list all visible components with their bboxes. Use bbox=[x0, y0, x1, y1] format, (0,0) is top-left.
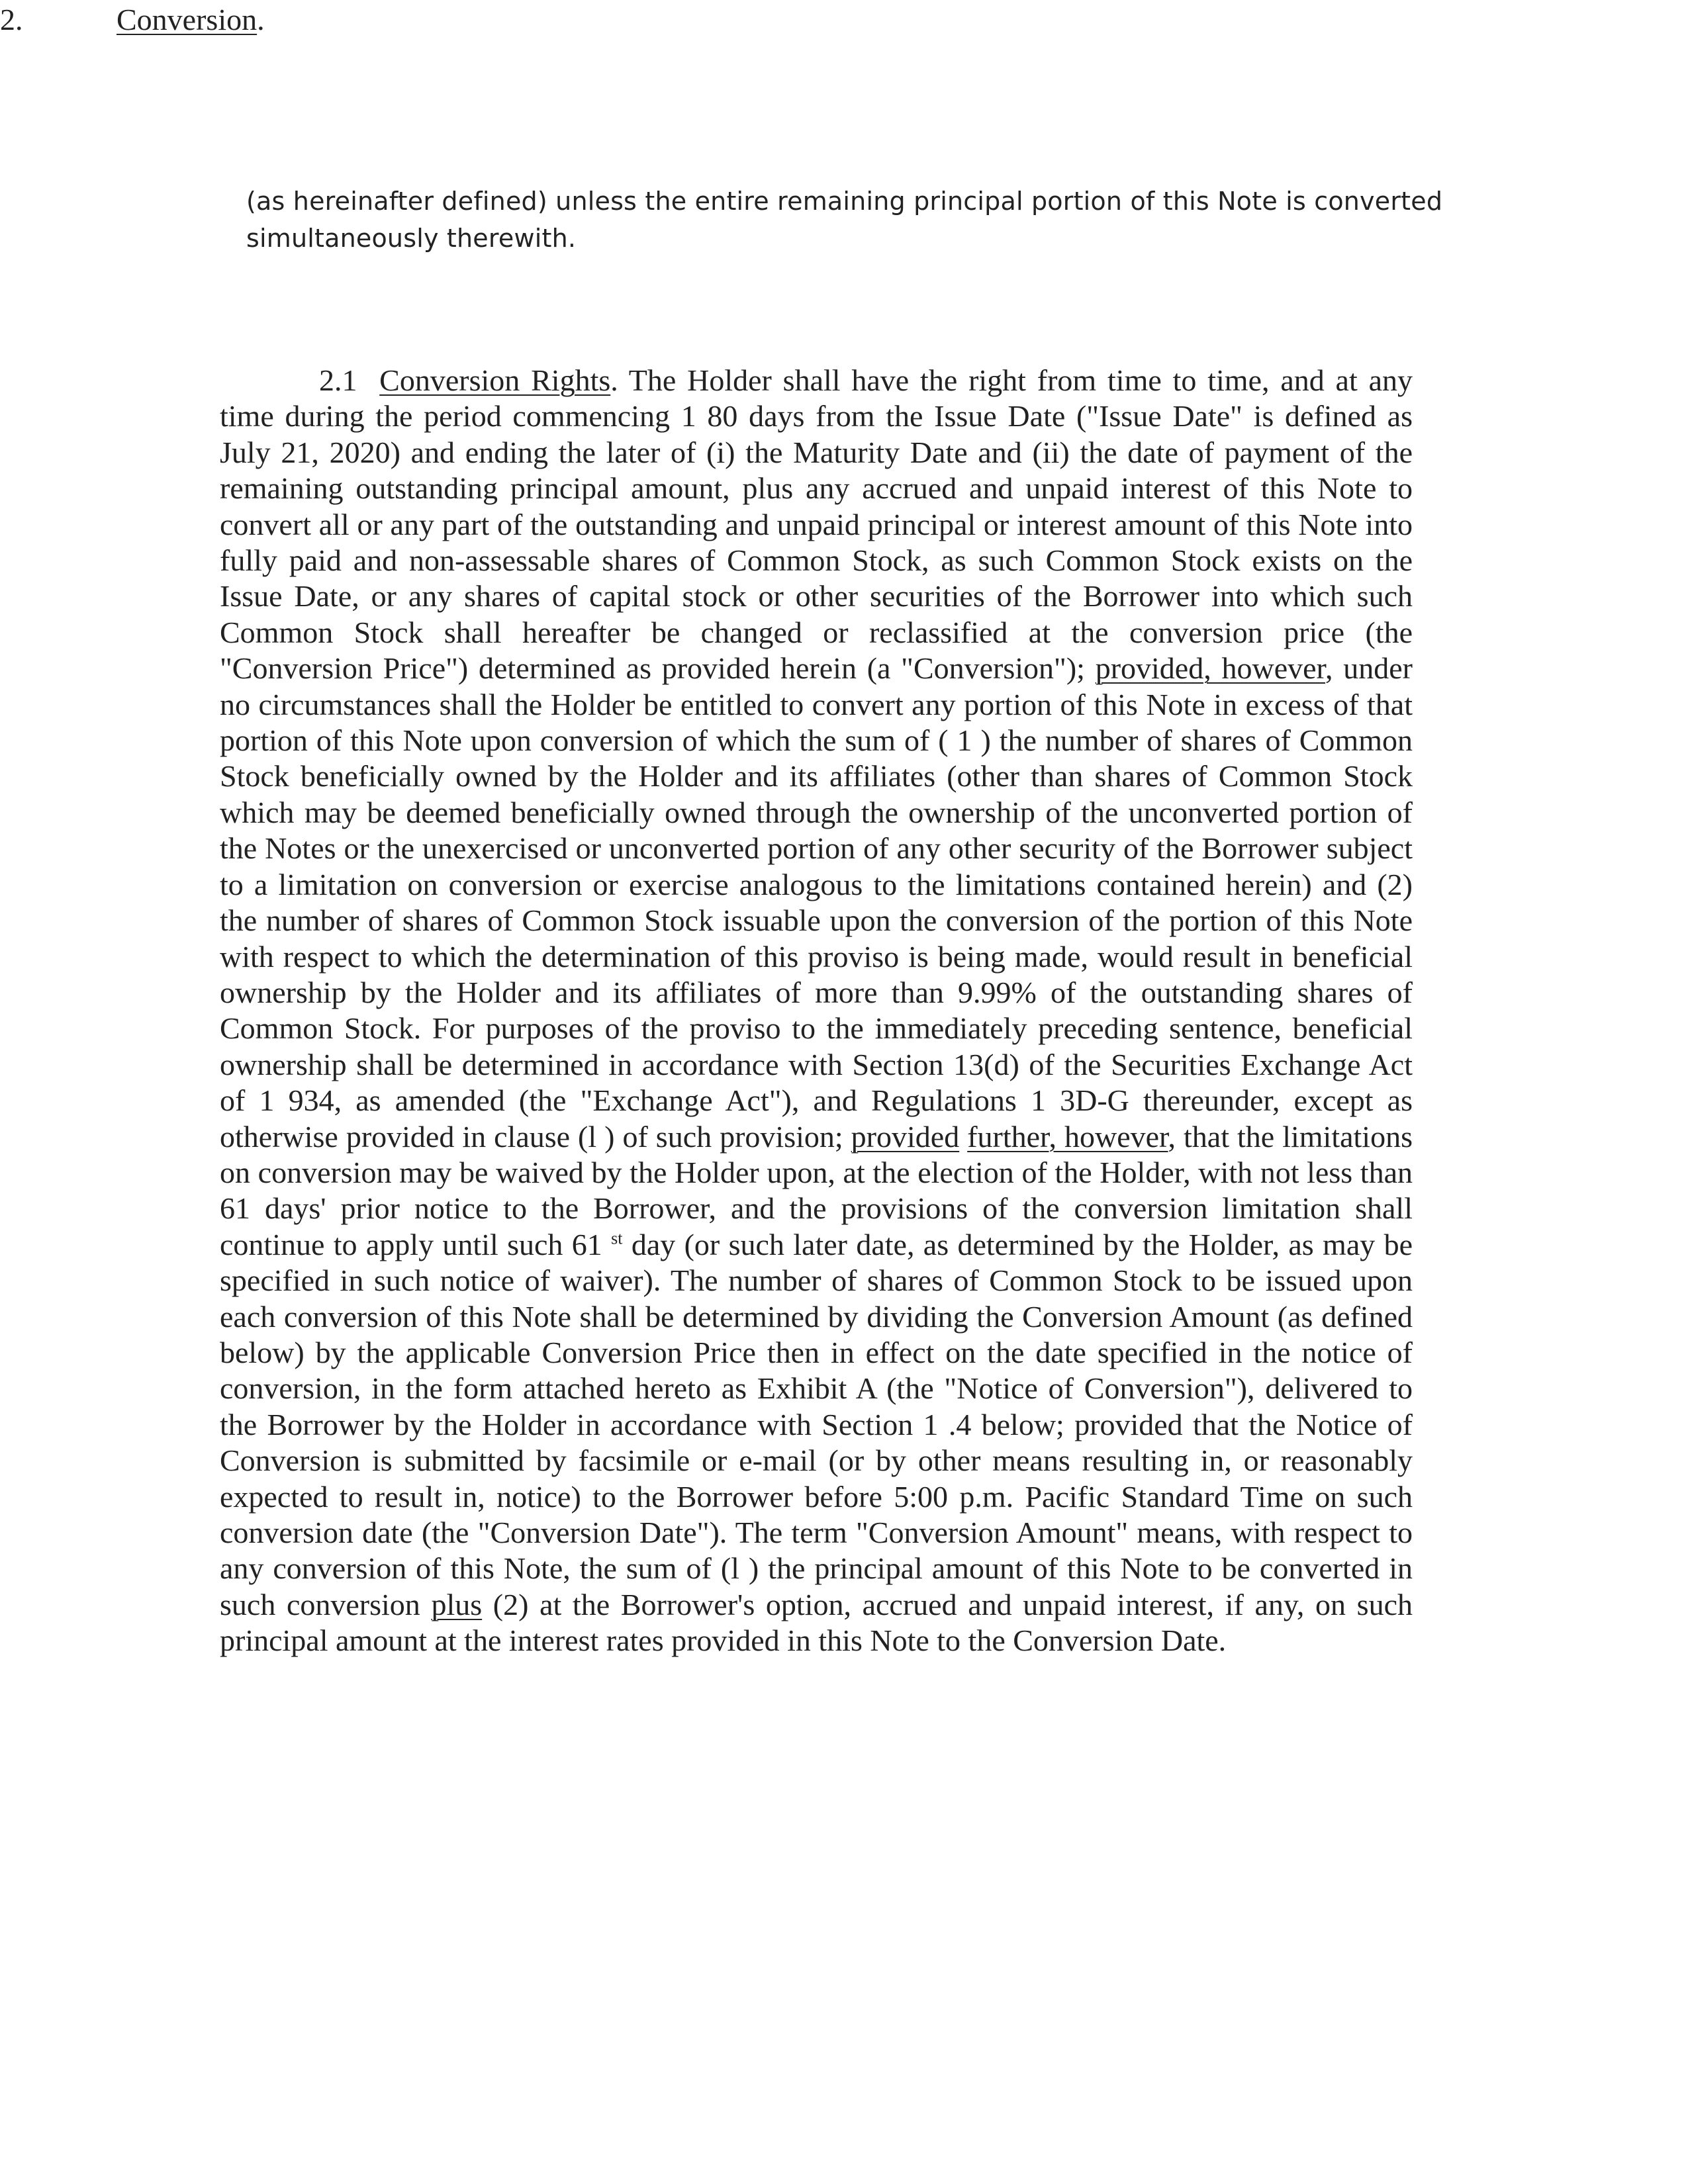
provided-however-term: provided, however bbox=[1095, 651, 1326, 686]
section-heading bbox=[0, 0, 1688, 40]
body-text-tail: (2) at the Borrower's option, accrued and unpaid interest, if any, on such principal amount at the interest rates provided in this Note to the Conversion Date. bbox=[220, 1587, 1413, 1658]
section-title: Conversion bbox=[117, 3, 258, 36]
body-text-mid-3: day (or such later date, as determined by the Holder, as may be specified in such notice of waiver). The number of shares of Common Stock to be issued upon each conversion of this Note shall be determined by dividing the Conversion Amount (as defined below) by the applicable Conversion Price then in effect on the date specified in the notice of conversion, in the form attached hereto as Exhibit A (the "Notice of Conversion"), delivered to the Borrower by the Holder in accordance with Section 1 .4 below; provided that the Notice of Conversion is submitted by facsimile or e-mail (or by other means resulting in, or reasonably expected to result in, notice) to the Borrower before 5:00 p.m. Pacific Standard Time on such conversion date (the "Conversion Date"). The term "Conversion Amount" means, with respect to any conversion of this Note, the sum of (l ) the principal amount of this Note to be converted in such conversion bbox=[220, 1227, 1413, 1621]
ordinal-superscript: st bbox=[611, 1228, 623, 1248]
body-text-lead: . The Holder shall have the right from time to time, and at any time during the period commencing 1 80 days from the Issue Date ("Issue Date" is defined as July 21, 2020) and ending the later of (i) the Maturity Date and (ii) the date of payment of the remaining outstanding principal amount, plus any accrued and unpaid interest of this Note to convert all or any part of the outstanding and unpaid principal or interest amount of this Note into fully paid and non-assessable shares of Common Stock, as such Common Stock exists on the Issue Date, or any shares of capital stock or other securities of the Borrower into which such Common Stock shall hereafter be changed or reclassified at the conversion price (the "Conversion Price") determined as provided herein (a "Conversion"); bbox=[220, 363, 1413, 686]
section-title-period: . bbox=[257, 3, 265, 36]
body-text-mid-2: , that the limitations on conversion may be waived by the Holder upon, at the election of the Holder, with not less than 61 days' prior notice to the Borrower, and the provisions of the conversion limitation shall continue to apply until such 61 bbox=[220, 1119, 1413, 1261]
section-number: 2. bbox=[0, 3, 23, 36]
intro-paragraph: (as hereinafter defined) unless the entire remaining principal portion of this Note is converted simultaneously therewith. bbox=[246, 187, 1443, 253]
term-spacer bbox=[959, 1120, 967, 1154]
provided-term: provided bbox=[851, 1119, 960, 1154]
body-text-mid-1: , under no circumstances shall the Holder be entitled to convert any portion of this Note in excess of that portion of this Note upon conversion of which the sum of ( 1 ) the number of shares of Common Stock beneficially owned by the Holder and its affiliates (other than shares of Common Stock which may be deemed beneficially owned through the ownership of the unconverted portion of the Notes or the unexercised or unconverted portion of any other security of the Borrower subject to a limitation on conversion or exercise analogous to the limitations contained herein) and (2) the number of shares of Common Stock issuable upon the conversion of the portion of this Note with respect to which the determination of this proviso is being made, would result in beneficial ownership by the Holder and its affiliates of more than 9.99% of the outstanding shares of Common Stock. For purposes of the proviso to the immediately preceding sentence, beneficial ownership shall be determined in accordance with Section 13(d) of the Securities Exchange Act of 1 934, as amended (the "Exchange Act"), and Regulations 1 3D-G thereunder, except as otherwise provided in clause (l ) of such provision; bbox=[220, 651, 1413, 1154]
conversion-rights-paragraph bbox=[220, 363, 1413, 1659]
further-however-term: further, however bbox=[967, 1119, 1168, 1154]
plus-term: plus bbox=[431, 1587, 483, 1621]
subsection-number: 2.1 bbox=[319, 363, 357, 397]
subsection-title: Conversion Rights bbox=[379, 363, 611, 397]
